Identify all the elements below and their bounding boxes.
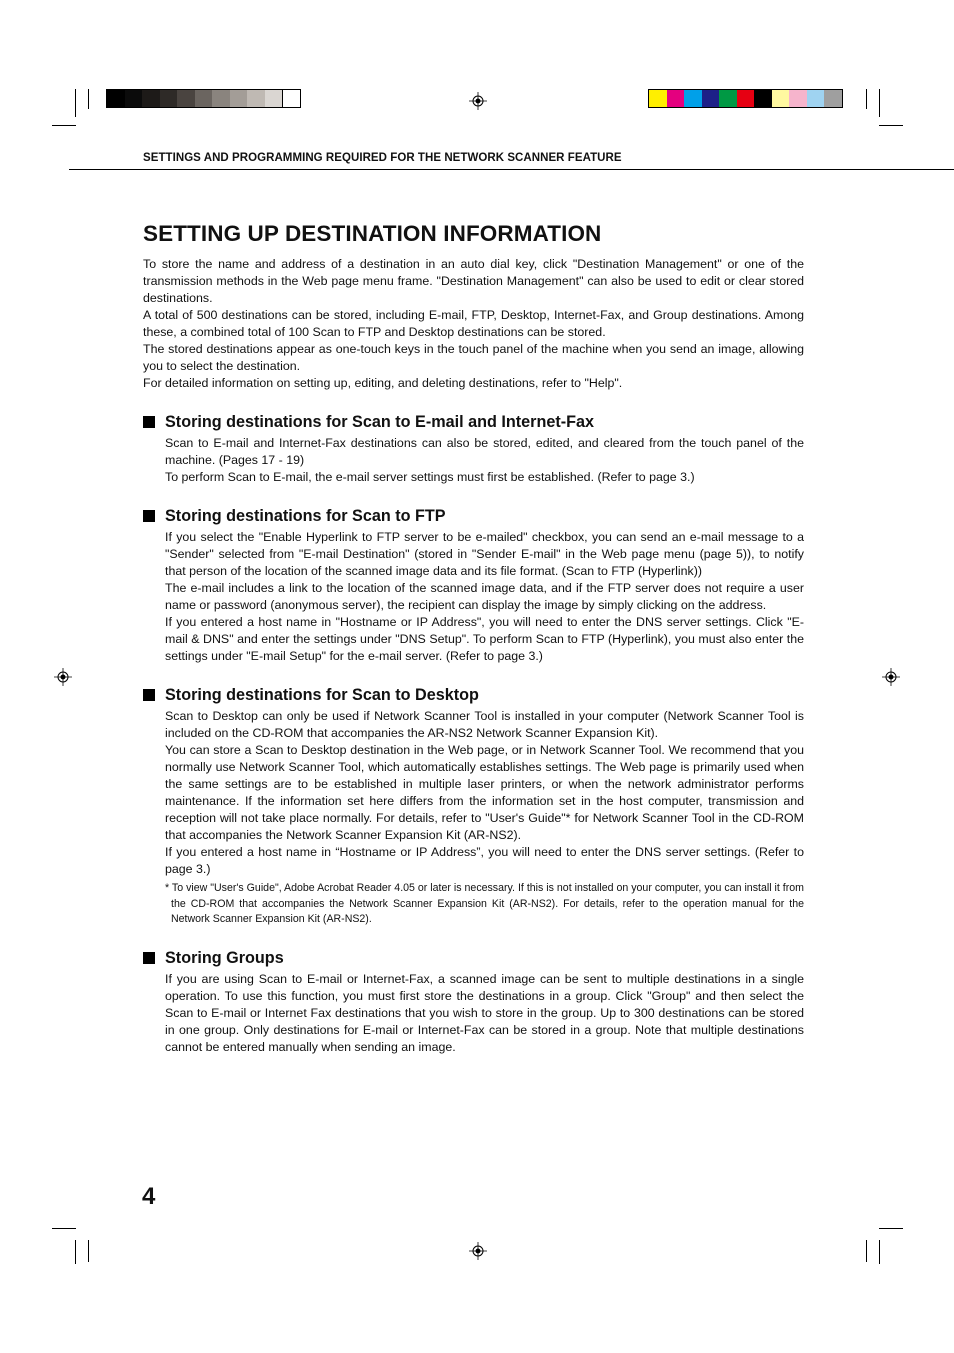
section-heading-text: Storing destinations for Scan to Desktop (165, 686, 479, 704)
page-number: 4 (142, 1183, 156, 1210)
section-paragraph: If you entered a host name in “Hostname or IP Address”, you will need to enter the DNS server settings. (Refer to page 3.) (165, 845, 804, 876)
intro-paragraph: The stored destinations appear as one-touch keys in the touch panel of the machine when you send an image, allowing you to select the destination. (143, 342, 804, 373)
square-bullet-icon (143, 689, 155, 701)
color-calibration-bar (648, 89, 843, 108)
color-swatch (125, 90, 143, 107)
crop-mark (52, 125, 76, 126)
footnote: * To view "User's Guide", Adobe Acrobat Reader 4.05 or later is necessary. If this is not installed on your computer, you can install it from the CD-ROM that accompanies the Network Scanner Expansion Kit (AR-NS2). For details, refer to the operation manual for the Network Scanner Expansion Kit (AR-NS2). (165, 882, 804, 925)
section-body (143, 708, 804, 878)
main-content (143, 218, 804, 1056)
intro-paragraph: A total of 500 destinations can be stored, including E-mail, FTP, Desktop, Internet-Fax, and Group destinations. Among these, a combined total of 100 Scan to FTP and Desktop destinations can be stored. (143, 308, 804, 339)
color-swatch (160, 90, 178, 107)
square-bullet-icon (143, 510, 155, 522)
crop-mark (88, 89, 89, 109)
section-paragraph: Scan to Desktop can only be used if Network Scanner Tool is installed in your computer (Network Scanner Tool is included on the CD-ROM that accompanies the AR-NS2 Network Scanner Expansion Kit). (165, 709, 804, 740)
section-heading-email-ifax (143, 412, 804, 433)
square-bullet-icon (143, 416, 155, 428)
color-swatch (212, 90, 230, 107)
running-header: SETTINGS AND PROGRAMMING REQUIRED FOR THE NETWORK SCANNER FEATURE (143, 152, 622, 164)
color-swatch (719, 90, 737, 107)
crop-mark (866, 1240, 867, 1262)
color-swatch (142, 90, 160, 107)
section-body (143, 529, 804, 665)
section-heading-groups (143, 948, 804, 969)
section-body (143, 971, 804, 1056)
section-heading-text: Storing destinations for Scan to FTP (165, 507, 446, 525)
section-heading-ftp (143, 506, 804, 527)
color-swatch (282, 90, 300, 107)
crop-mark (88, 1240, 89, 1262)
registration-mark-icon (469, 1242, 487, 1260)
intro-paragraph: To store the name and address of a destination in an auto dial key, click "Destination Management" or one of the transmission methods in the Web page menu frame. "Destination Management" can also be used to edit or clear stored destinations. (143, 257, 804, 305)
color-swatch (737, 90, 755, 107)
color-swatch (754, 90, 772, 107)
registration-mark-icon (882, 668, 900, 686)
crop-mark (75, 89, 76, 117)
registration-mark-icon (54, 668, 72, 686)
crop-mark (866, 89, 867, 109)
section-heading-text: Storing destinations for Scan to E-mail and Internet-Fax (165, 413, 595, 431)
section-heading-text: Storing Groups (165, 948, 284, 967)
grayscale-calibration-bar (106, 89, 301, 108)
section-paragraph: If you select the "Enable Hyperlink to FTP server to be e-mailed" checkbox, you can send an e-mail message to a "Sender" selected from "E-mail Destination" (stored in "Sender E-mail" in the Web page menu (page 5)), to notify that person of the location of the scanned image data and its file format. (Scan to FTP (Hyperlink)) (165, 530, 804, 578)
page-title: SETTING UP DESTINATION INFORMATION (143, 221, 602, 246)
color-swatch (807, 90, 825, 107)
crop-mark (52, 1228, 76, 1229)
section-paragraph: To perform Scan to E-mail, the e-mail server settings must first be established. (Refer to page 3.) (165, 470, 695, 484)
color-swatch (684, 90, 702, 107)
color-swatch (107, 90, 125, 107)
color-swatch (667, 90, 685, 107)
color-swatch (649, 90, 667, 107)
intro-paragraph: For detailed information on setting up, editing, and deleting destinations, refer to "Help". (143, 376, 623, 390)
section-paragraph: If you entered a host name in "Hostname or IP Address", you will need to enter the DNS server settings. Click "E-mail & DNS" and enter the settings under "DNS Setup". To perform Scan to FTP (Hyperlink), you must also enter the settings under "E-mail Setup" for the e-mail server. (Refer to page 3.) (165, 615, 804, 663)
color-swatch (789, 90, 807, 107)
section-paragraph: You can store a Scan to Desktop destination in the Web page, or in Network Scanner Tool. We recommend that you normally use Network Scanner Tool, which automatically establishes settings. The Web page is primarily used when the same settings are to be established in multiple laser printers, or when the network administrator performs maintenance. If the information set here differs from the information set in the host computer, transmission and reception will not take place normally. For details, refer to "User's Guide"* for Network Scanner Tool in the CD-ROM that accompanies the Network Scanner Expansion Kit (AR-NS2). (165, 743, 804, 842)
section-paragraph: If you are using Scan to E-mail or Internet-Fax, a scanned image can be sent to multiple destinations in a single operation. To use this function, you must first store the destinations in a group. Click "Group" and then select the Scan to E-mail or Internet Fax destinations that you wish to store in the group. Up to 300 destinations can be stored in one group. Only destinations for E-mail or Internet-Fax can be stored in a group. Note that multiple destinations cannot be entered manually when sending an image. (165, 971, 804, 1054)
crop-mark (879, 1228, 903, 1229)
section-body (143, 435, 804, 486)
color-swatch (247, 90, 265, 107)
color-swatch (772, 90, 790, 107)
registration-mark-icon (469, 92, 487, 110)
crop-mark (75, 1240, 76, 1264)
square-bullet-icon (143, 952, 155, 964)
section-paragraph: Scan to E-mail and Internet-Fax destinations can also be stored, edited, and cleared from the touch panel of the machine. (Pages 17 - 19) (165, 436, 804, 467)
color-swatch (265, 90, 283, 107)
crop-mark (879, 125, 903, 126)
color-swatch (824, 90, 842, 107)
crop-mark (879, 89, 880, 117)
header-rule (69, 169, 954, 170)
color-swatch (230, 90, 248, 107)
section-heading-desktop (143, 685, 804, 706)
crop-mark (879, 1240, 880, 1264)
color-swatch (702, 90, 720, 107)
color-swatch (195, 90, 213, 107)
section-paragraph: The e-mail includes a link to the location of the scanned image data, and if the FTP server does not require a user name or password (anonymous server), the recipient can display the image by simply clicking on the address. (165, 581, 804, 612)
color-swatch (177, 90, 195, 107)
